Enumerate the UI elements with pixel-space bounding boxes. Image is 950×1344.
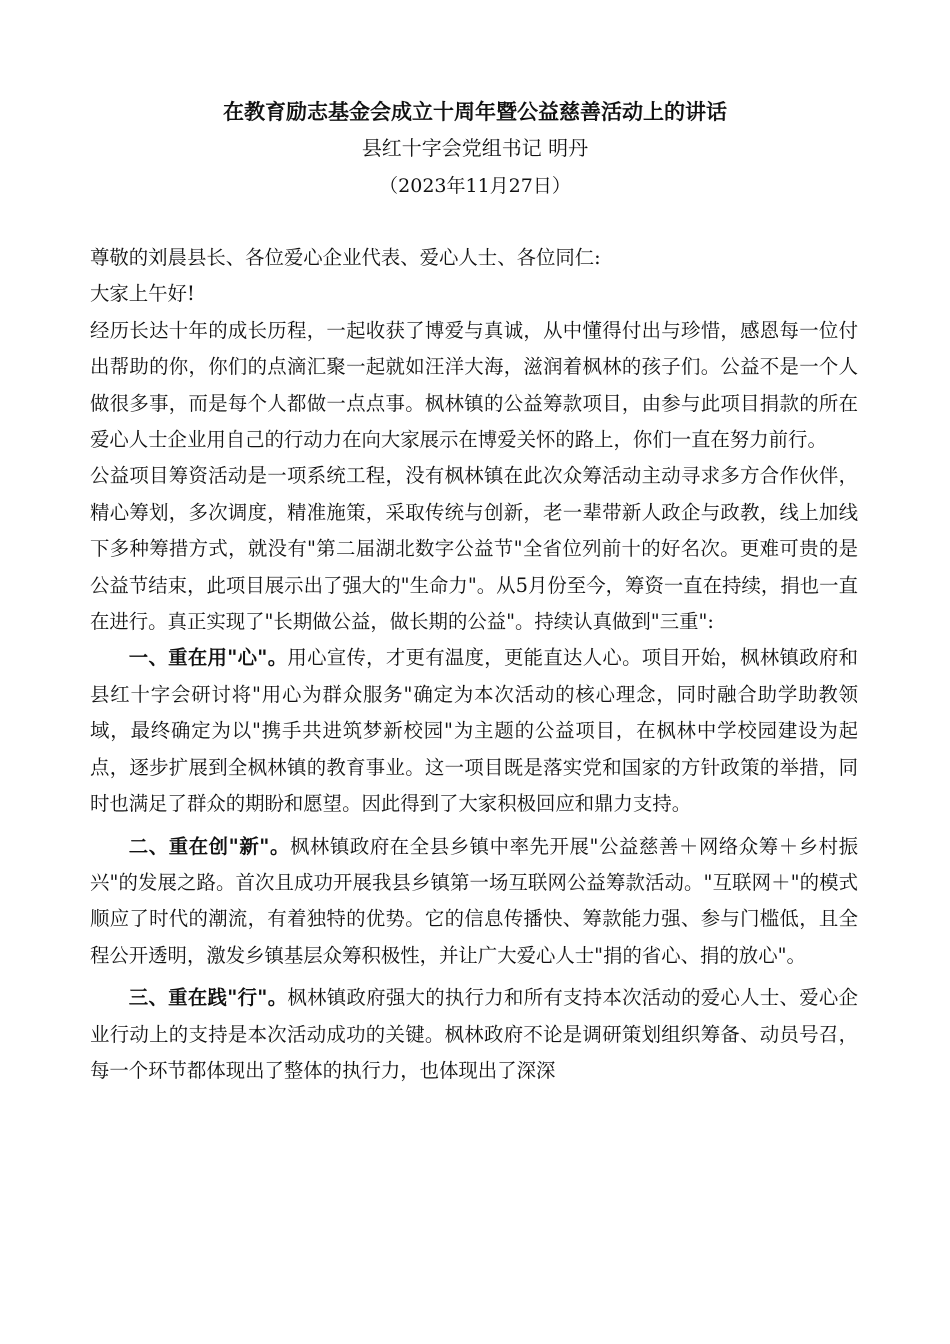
paragraph-fundraising: 公益项目筹资活动是一项系统工程，没有枫林镇在此次众筹活动主动寻求多方合作伙伴，精心筹划，多次调度，精准施策，采取传统与创新，老一辈带新人政企与政教，线上加线下多种筹措方式，就没有"第二届湖北数字公益节"全省位列前十的好名次。更难可贵的是公益节结束，此项目展示出了强大的"生命力"。从5月份至今，筹资一直在持续，捐也一直在进行。真正实现了"长期做公益，做长期的公益"。持续认真做到"三重": xyxy=(90,464,858,634)
section-practice-lead: 三、重在践"行"。 xyxy=(128,986,288,1010)
section-innovation xyxy=(90,829,858,975)
section-heart-lead: 一、重在用"心"。 xyxy=(128,646,288,670)
salutation: 尊敬的刘晨县长、各位爱心企业代表、爱心人士、各位同仁: xyxy=(90,246,601,269)
section-heart xyxy=(90,640,858,822)
greeting: 大家上午好! xyxy=(90,282,195,306)
section-practice-text: 枫林镇政府强大的执行力和所有支持本次活动的爱心人士、爱心企业行动上的支持是本次活动成功的关键。枫林政府不论是调研策划组织筹备、动员号召，每一个环节都体现出了整体的执行力，也体现出了深深 xyxy=(90,986,858,1082)
speech-body xyxy=(90,240,858,1089)
section-practice xyxy=(90,980,858,1089)
speech-title: 在教育励志基金会成立十周年暨公益慈善活动上的讲话 xyxy=(223,99,727,124)
section-innovation-lead: 二、重在创"新"。 xyxy=(128,834,290,858)
section-innovation-text: 枫林镇政府在全县乡镇中率先开展"公益慈善＋网络众筹＋乡村振兴"的发展之路。首次且成功开展我县乡镇第一场互联网公益筹款活动。"互联网＋"的模式顺应了时代的潮流，有着独特的优势。它的信息传播快、筹款能力强、参与门槛低，且全程公开透明，激发乡镇基层众筹积极性，并让广大爱心人士"捐的省心、捐的放心"。 xyxy=(90,834,858,967)
paragraph-intro: 经历长达十年的成长历程，一起收获了博爱与真诚，从中懂得付出与珍惜，感恩每一位付出帮助的你，你们的点滴汇聚一起就如汪洋大海，滋润着枫林的孩子们。公益不是一个人做很多事，而是每个人都做一点点事。枫林镇的公益筹款项目，由参与此项目捐款的所在爱心人士企业用自己的行动力在向大家展示在博爱关怀的路上，你们一直在努力前行。 xyxy=(90,318,858,452)
speaker-line: 县红十字会党组书记 明丹 xyxy=(361,136,589,160)
speech-date: （2023年11月27日） xyxy=(379,175,571,197)
section-heart-text: 用心宣传，才更有温度，更能直达人心。项目开始，枫林镇政府和县红十字会研讨将"用心为群众服务"确定为本次活动的核心理念，同时融合助学助教领域，最终确定为以"携手共进筑梦新校园"为主题的公益项目，在枫林中学校园建设为起点，逐步扩展到全枫林镇的教育事业。这一项目既是落实党和国家的方针政策的举措，同时也满足了群众的期盼和愿望。因此得到了大家积极回应和鼎力支持。 xyxy=(90,646,858,816)
